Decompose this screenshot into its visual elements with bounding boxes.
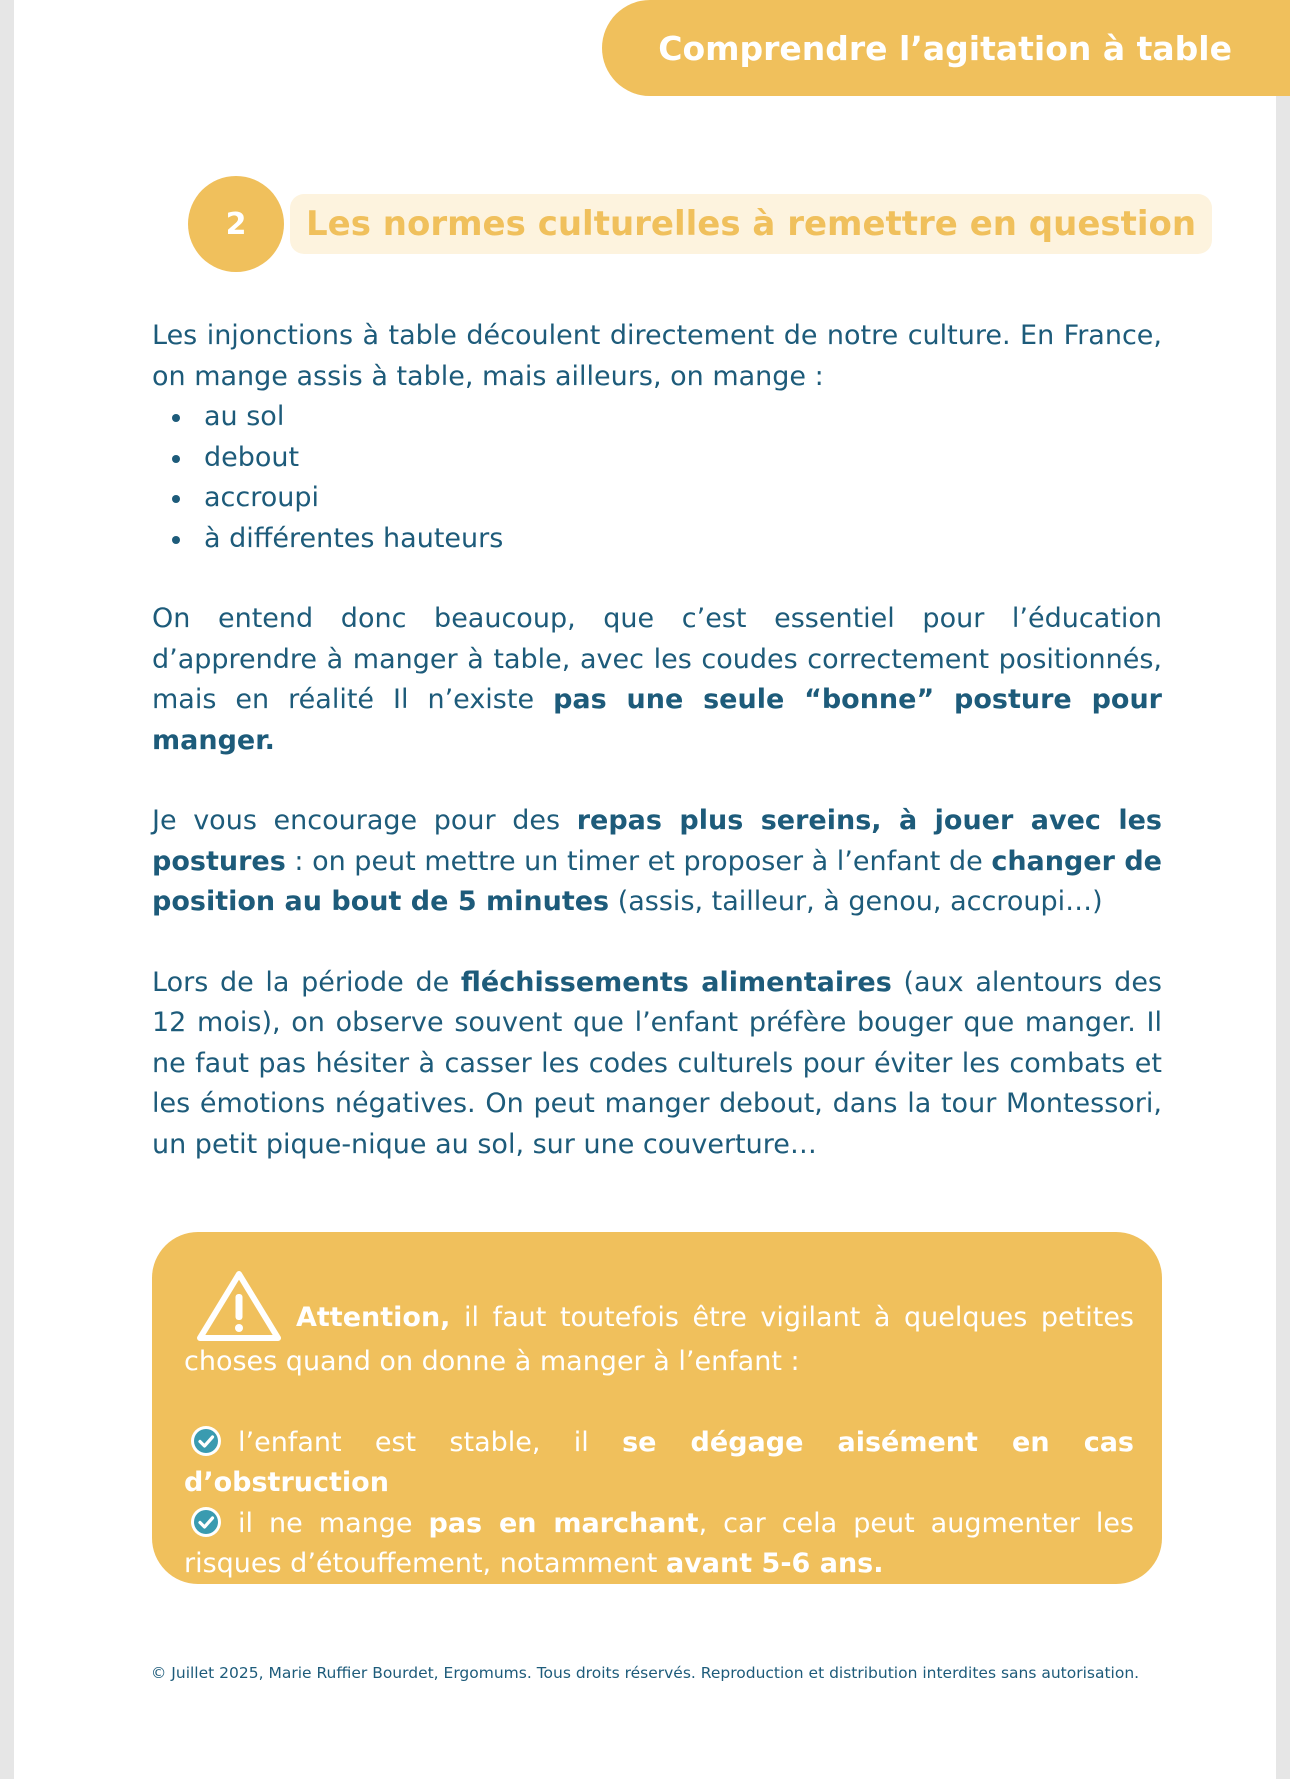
- bold-run: pas une seule “bonne” posture pour manger.: [152, 684, 1162, 756]
- warning-item-walking: [184, 1504, 1134, 1585]
- text-run: Lors de la période de: [152, 966, 461, 998]
- encourage-paragraph: [152, 801, 1162, 923]
- bold-run: se dégage aisément en cas d’obstruction: [184, 1426, 1134, 1498]
- flechissements-paragraph: [152, 963, 1162, 1166]
- text-run: , car cela peut augmenter les risques d’étouffement, notamment: [184, 1507, 1134, 1579]
- text-run: il faut toutefois être vigilant à quelques petites choses quand on donne à manger à l’enfant :: [184, 1302, 1134, 1377]
- text-run: (assis, tailleur, à genou, accroupi…): [609, 886, 1103, 917]
- list-item: à différentes hauteurs: [152, 519, 1162, 560]
- chapter-header: [602, 0, 1290, 96]
- bold-run: repas plus sereins, à jouer avec les postures: [152, 805, 1162, 877]
- text-run: (aux alentours des 12 mois), on observe souvent que l’enfant préfère bouger que manger. Il ne faut pas hésiter à casser les codes culturels pour éviter les combats et les émotions négatives. On peut manger debout, dans la tour Montessori, un petit pique-nique au sol, sur une couverture…: [152, 966, 1162, 1160]
- warning-intro: [184, 1270, 1134, 1383]
- list-item: debout: [152, 438, 1162, 479]
- bold-run: fléchissements alimentaires: [460, 966, 892, 998]
- check-circle-icon: [190, 1425, 222, 1457]
- intro-paragraph: Les injonctions à table découlent directement de notre culture. En France, on mange assis à table, mais ailleurs, on mange :: [152, 320, 1162, 392]
- bold-run: pas en marchant: [428, 1507, 699, 1539]
- text-run: Je vous encourage pour des: [152, 805, 577, 836]
- text-run: : on peut mettre un timer et proposer à l’enfant de: [285, 845, 992, 877]
- warning-triangle-icon: [196, 1270, 282, 1342]
- check-circle-icon: [190, 1506, 222, 1538]
- posture-paragraph: [152, 599, 1162, 761]
- list-item: accroupi: [152, 478, 1162, 519]
- list-item: au sol: [152, 397, 1162, 438]
- document-page: [14, 0, 1276, 1779]
- section-title: Les normes culturelles à remettre en question: [290, 194, 1212, 254]
- bold-run: Attention,: [296, 1302, 451, 1333]
- warning-item-stable: [184, 1423, 1134, 1504]
- text-run: l’enfant est stable, il: [238, 1426, 623, 1458]
- bold-run: changer de position au bout de 5 minutes: [152, 845, 1162, 917]
- copyright-footer: © Juillet 2025, Marie Ruffier Bourdet, Ergomums. Tous droits réservés. Reproduction et distribution interdites sans autorisation.: [150, 1664, 1140, 1682]
- section-number-badge: 2: [188, 176, 284, 272]
- bold-run: avant 5-6 ans.: [665, 1548, 884, 1579]
- body-text: [152, 316, 1162, 1165]
- text-run: On entend donc beaucoup, que c’est essentiel pour l’éducation d’apprendre à manger à table, avec les coudes correctement positionnés, mais en réalité Il n’existe: [152, 603, 1162, 715]
- warning-box: [152, 1232, 1162, 1584]
- text-run: il ne mange: [238, 1507, 429, 1539]
- eating-positions-list: [152, 397, 1162, 559]
- chapter-title: Comprendre l’agitation à table: [658, 28, 1232, 68]
